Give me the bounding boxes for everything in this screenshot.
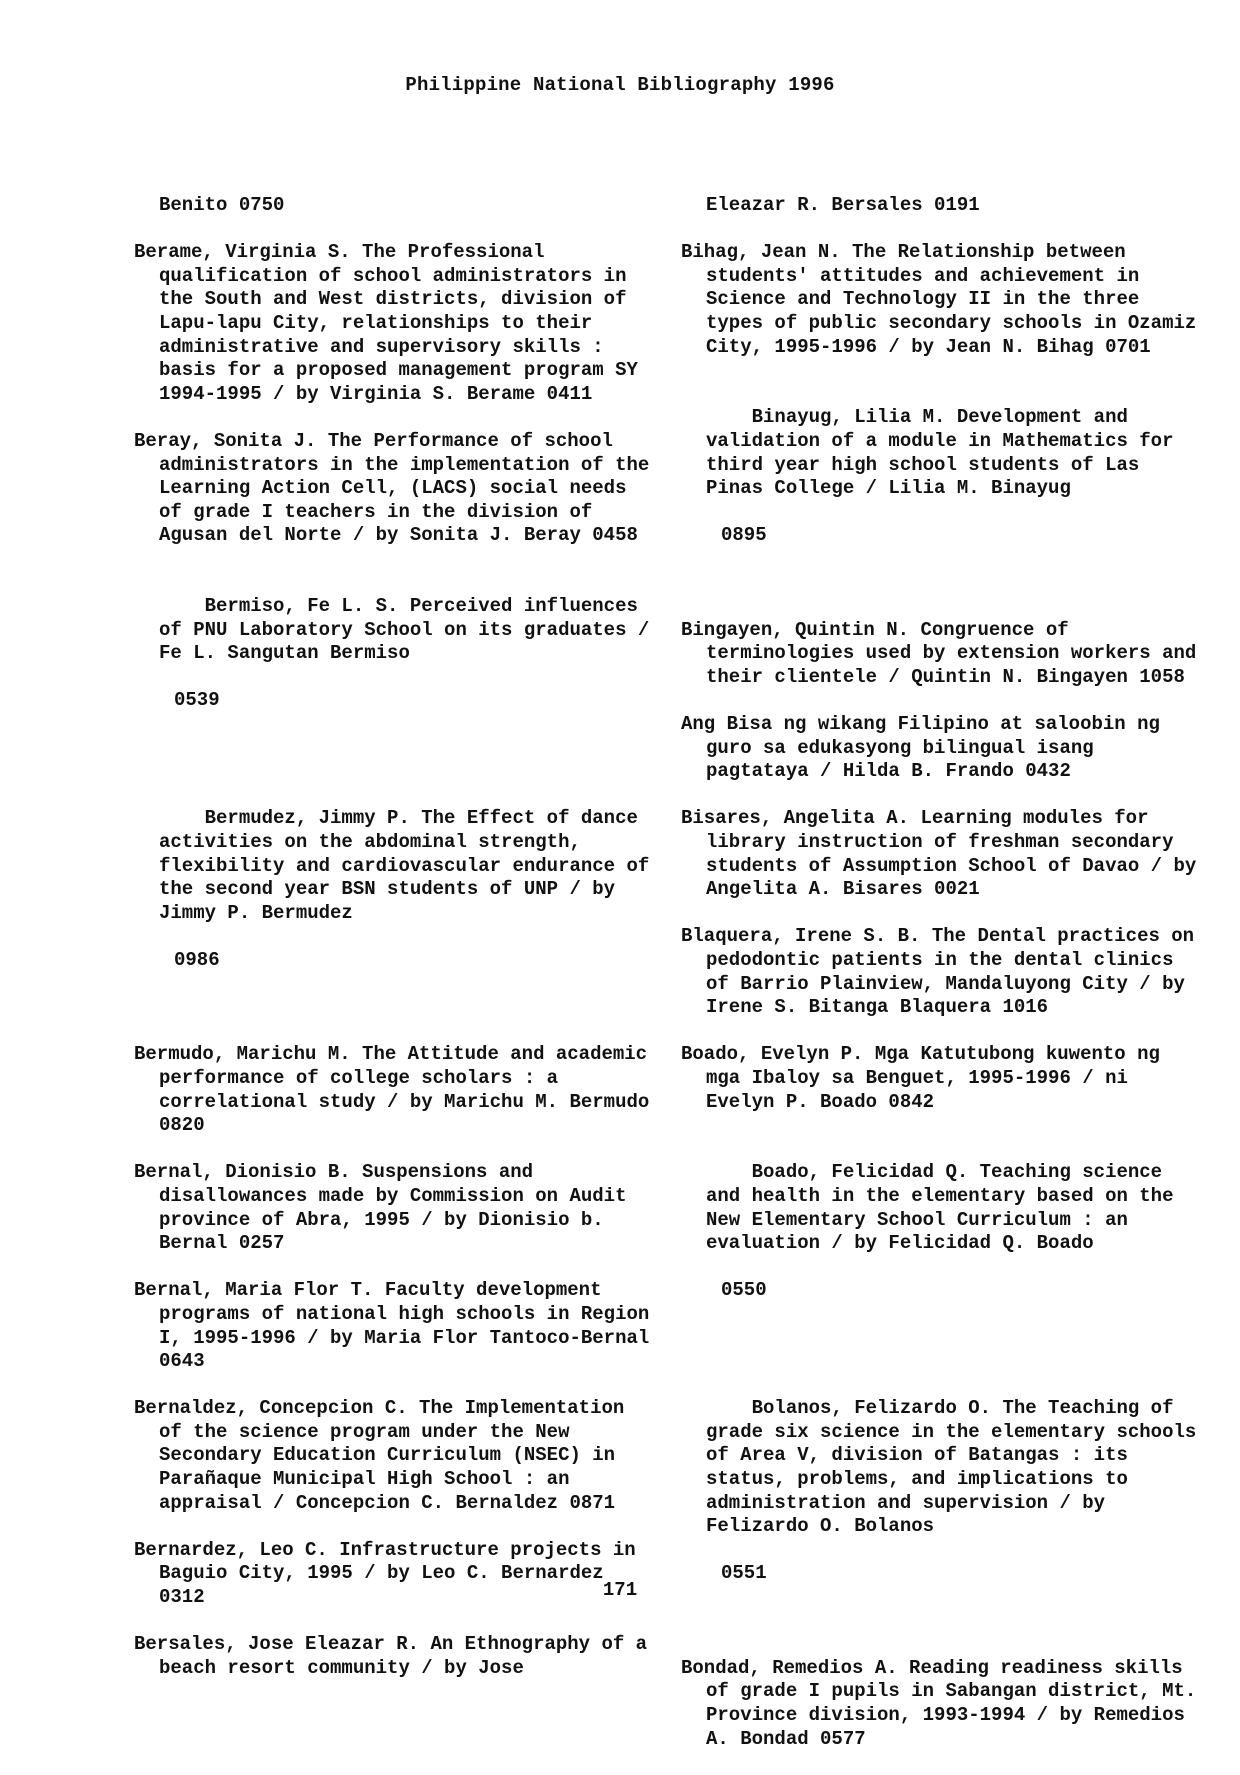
entry-number: 0895 xyxy=(721,524,767,547)
bibliography-entry: Ang Bisa ng wikang Filipino at saloobin ng guro sa edukasyong bilingual isang pagtataya / Hilda B. Frando 0432 xyxy=(681,713,1172,783)
page-header: Philippine National Bibliography 1996 xyxy=(405,74,835,96)
bibliography-entry xyxy=(134,784,661,1020)
bibliography-entry: Berame, Virginia S. The Professional qualification of school administrators in the South and West districts, division of Lapu-lapu City, relationships to their administrative and supervisory skills : basis for a proposed management program SY 1994-1995 / by Virginia S. Berame 0411 xyxy=(134,241,650,405)
bibliography-entry: Bisares, Angelita A. Learning modules for library instruction of freshman secondary students of Assumption School of Davao / by Angelita A. Bisares 0021 xyxy=(681,807,1208,901)
bibliography-entry xyxy=(681,383,1201,595)
left-column xyxy=(134,194,661,1704)
entry-text: Bermiso, Fe L. S. Perceived influences of PNU Laboratory School on its graduates / Fe L. Sangutan Bermiso xyxy=(159,595,661,665)
bibliography-entry: Bondad, Remedios A. Reading readiness skills of grade I pupils in Sabangan district, Mt. Province division, 1993-1994 / by Remedios A. Bondad 0577 xyxy=(681,1656,1208,1750)
entry-text: Boado, Felicidad Q. Teaching science and health in the elementary based on the New Elementary School Curriculum : an evaluation / by Felicidad Q. Boado xyxy=(706,1161,1185,1255)
right-column xyxy=(681,194,1208,1775)
bibliography-entry: Bernal, Dionisio B. Suspensions and disallowances made by Commission on Audit province of Abra, 1995 / by Dionisio b. Bernal 0257 xyxy=(134,1161,638,1255)
bibliography-entry: Bernaldez, Concepcion C. The Implementation of the science program under the New Secondary Education Curriculum (NSEC) in Parañaque Municipal High School : an appraisal / Concepcion C. Bernaldez 0871 xyxy=(134,1397,636,1514)
entry-text: Binayug, Lilia M. Development and validation of a module in Mathematics for third year high school students of Las Pinas College / Lilia M. Binayug xyxy=(706,406,1185,500)
bibliography-entry: Blaquera, Irene S. B. The Dental practices on pedodontic patients in the dental clinics of Barrio Plainview, Mandaluyong City / by Irene S. Bitanga Blaquera 1016 xyxy=(681,925,1206,1019)
bibliography-entry xyxy=(134,572,661,761)
bibliography-entry: Bernardez, Leo C. Infrastructure projects in Baguio City, 1995 / by Leo C. Bernardez 0312 xyxy=(134,1538,648,1609)
bibliography-entry: Benito 0750 xyxy=(159,194,285,216)
entry-number: 0539 xyxy=(174,689,220,712)
bibliography-entry: Bingayen, Quintin N. Congruence of terminologies used by extension workers and their clientele / Quintin N. Bingayen 1058 xyxy=(681,618,1208,688)
bibliography-entry: Bihag, Jean N. The Relationship between students' attitudes and achievement in Science and Technology II in the three types of public secondary schools in Ozamiz City, 1995-1996 / by Jean N. Bihag 0701 xyxy=(681,241,1208,358)
bibliography-entry: Boado, Evelyn P. Mga Katutubong kuwento ng mga Ibaloy sa Benguet, 1995-1996 / ni Evelyn P. Boado 0842 xyxy=(681,1043,1172,1113)
entry-number: 0550 xyxy=(721,1279,767,1302)
page-number: 171 xyxy=(602,1579,638,1601)
entry-number: 0986 xyxy=(174,949,220,971)
entry-number: 0551 xyxy=(721,1562,767,1585)
bibliography-entry xyxy=(681,1138,1201,1350)
entry-text: Bolanos, Felizardo O. The Teaching of grade six science in the elementary schools of Area V, division of Batangas : its status, problems, and implications to administration and supervision / by Felizardo O. Bolanos xyxy=(706,1397,1208,1538)
bibliography-entry: Bernal, Maria Flor T. Faculty development programs of national high schools in Region I, 1995-1996 / by Maria Flor Tantoco-Bernal 0643 xyxy=(134,1279,661,1373)
entry-text: Bermudez, Jimmy P. The Effect of dance activities on the abdominal strength, flexibility and cardiovascular endurance of the second year BSN students of UNP / by Jimmy P. Bermudez xyxy=(159,807,661,924)
bibliography-entry: Bersales, Jose Eleazar R. An Ethnography of a beach resort community / by Jose xyxy=(134,1633,659,1679)
bibliography-entry: Eleazar R. Bersales 0191 xyxy=(706,194,980,216)
bibliography-entry: Beray, Sonita J. The Performance of school administrators in the implementation of the Learning Action Cell, (LACS) social needs of grade I teachers in the division of Agusan del Norte / by Sonita J. Beray 0458 xyxy=(134,429,661,547)
bibliography-entry: Bermudo, Marichu M. The Attitude and academic performance of college scholars : a correlational study / by Marichu M. Bermudo 0820 xyxy=(134,1043,661,1137)
